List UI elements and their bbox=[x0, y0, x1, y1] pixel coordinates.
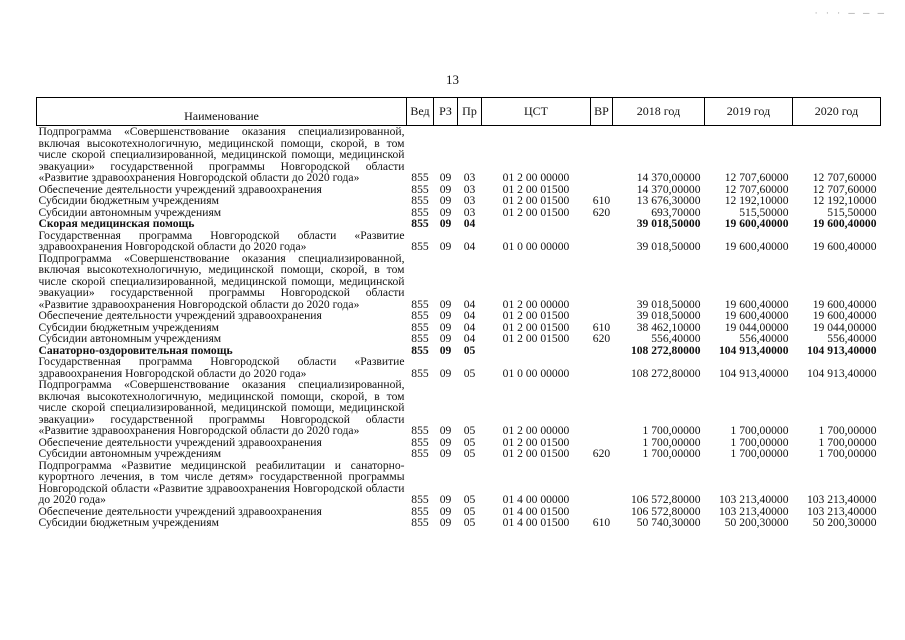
row-name: Обеспечение деятельности учреждений здравоохранения bbox=[38, 504, 322, 518]
row-amount-2018: 1 700,00000 bbox=[642, 436, 701, 448]
row-name: Государственная программа Новгородской области «Развитие здравоохранения Новгородской области до 2020 года» bbox=[38, 355, 405, 380]
row-amount-2018: 39 018,50000 bbox=[636, 240, 701, 253]
row-ved: 855 bbox=[411, 424, 429, 437]
row-name: Субсидии бюджетным учреждениям bbox=[38, 516, 219, 529]
row-cst: 01 2 00 01500 bbox=[502, 206, 570, 218]
row-vr bbox=[591, 506, 613, 518]
header-2018: 2018 год bbox=[613, 98, 705, 126]
row-vr bbox=[591, 310, 613, 322]
row-amount-2018: 13 676,30000 bbox=[636, 195, 701, 207]
row-amount-2020: 1 700,00000 bbox=[818, 448, 877, 460]
row-amount-2019: 1 700,00000 bbox=[730, 424, 789, 437]
row-vr bbox=[591, 460, 613, 506]
row-amount-2018: 693,70000 bbox=[651, 206, 701, 218]
row-name: Государственная программа Новгородской области «Развитие здравоохранения Новгородской области до 2020 года» bbox=[38, 228, 405, 253]
row-rz: 09 bbox=[439, 183, 452, 195]
header-2019: 2019 год bbox=[705, 98, 793, 126]
row-amount-2020: 19 044,00000 bbox=[812, 321, 877, 333]
row-pr: 03 bbox=[463, 171, 476, 184]
table-row bbox=[37, 230, 881, 253]
row-pr: 05 bbox=[463, 366, 476, 379]
row-pr: 05 bbox=[463, 344, 476, 356]
row-rz: 09 bbox=[439, 206, 452, 218]
row-pr: 04 bbox=[463, 218, 476, 230]
row-pr: 05 bbox=[463, 517, 476, 529]
row-vr bbox=[591, 253, 613, 311]
row-amount-2020: 19 600,40000 bbox=[812, 310, 877, 322]
row-rz: 09 bbox=[439, 436, 452, 448]
table-row bbox=[37, 195, 881, 207]
row-ved: 855 bbox=[411, 206, 429, 218]
row-amount-2019: 103 213,40000 bbox=[718, 493, 789, 506]
row-amount-2019: 19 600,40000 bbox=[724, 310, 789, 322]
row-ved: 855 bbox=[411, 171, 429, 184]
row-vr bbox=[591, 379, 613, 437]
row-amount-2020: 104 913,40000 bbox=[806, 344, 877, 356]
row-pr: 05 bbox=[463, 448, 476, 460]
row-amount-2019: 556,40000 bbox=[739, 333, 789, 345]
row-ved: 855 bbox=[411, 436, 429, 448]
row-cst: 01 4 00 00000 bbox=[502, 493, 570, 506]
table-row bbox=[37, 126, 881, 184]
row-rz: 09 bbox=[439, 310, 452, 322]
row-amount-2019: 12 707,60000 bbox=[724, 171, 789, 184]
row-name: Субсидии бюджетным учреждениям bbox=[38, 320, 219, 334]
row-rz: 09 bbox=[439, 505, 452, 517]
row-amount-2019: 515,50000 bbox=[739, 206, 789, 218]
row-pr: 05 bbox=[463, 493, 476, 506]
row-cst: 01 4 00 01500 bbox=[502, 505, 570, 517]
row-cst: 01 2 00 01500 bbox=[502, 183, 570, 195]
row-ved: 855 bbox=[411, 310, 429, 322]
row-amount-2019: 19 600,40000 bbox=[724, 240, 789, 253]
row-amount-2020: 19 600,40000 bbox=[812, 240, 877, 253]
row-cst: 01 2 00 01500 bbox=[502, 436, 570, 448]
row-rz: 09 bbox=[439, 195, 452, 207]
row-amount-2019: 19 600,40000 bbox=[724, 218, 789, 230]
row-name: Подпрограмма «Совершенствование оказания специализированной, включая высокотехнологичную, медицинской помощи, скорой, в том числе скорой специализированной, медицинской помощи, медицинской эвакуации» государственной программы Новгородской области «Развитие здравоохранения Новгородской области до 2020 года» bbox=[38, 125, 405, 184]
row-pr: 05 bbox=[463, 436, 476, 448]
row-amount-2020: 515,50000 bbox=[827, 206, 877, 218]
row-ved: 855 bbox=[411, 333, 429, 345]
row-ved: 855 bbox=[411, 240, 429, 253]
header-2020: 2020 год bbox=[793, 98, 881, 126]
row-name: Обеспечение деятельности учреждений здравоохранения bbox=[38, 435, 322, 449]
row-name: Субсидии автономным учреждениям bbox=[38, 205, 222, 219]
row-pr: 04 bbox=[463, 240, 476, 253]
row-cst: 01 2 00 01500 bbox=[502, 321, 570, 333]
row-amount-2018: 1 700,00000 bbox=[642, 448, 701, 460]
row-name: Субсидии бюджетным учреждениям bbox=[38, 194, 219, 207]
row-amount-2018: 50 740,30000 bbox=[636, 517, 701, 529]
row-amount-2018: 39 018,50000 bbox=[636, 218, 701, 230]
table-row bbox=[37, 356, 881, 379]
row-rz: 09 bbox=[439, 240, 452, 253]
row-cst: 01 2 00 00000 bbox=[502, 171, 570, 184]
row-rz: 09 bbox=[439, 297, 452, 310]
row-amount-2018: 556,40000 bbox=[651, 333, 701, 345]
row-amount-2019: 19 600,40000 bbox=[724, 297, 789, 310]
row-ved: 855 bbox=[411, 218, 429, 230]
row-name: Подпрограмма «Развитие медицинской реабилитации и санаторно-курортного лечения, в том числе детям» государственной программы Новгородской области «Развитие здравоохранения Новгородской области до 2020 года» bbox=[38, 458, 405, 506]
row-vr bbox=[591, 218, 613, 230]
row-pr: 03 bbox=[463, 195, 476, 207]
row-rz: 09 bbox=[439, 424, 452, 437]
row-cst: 01 2 00 00000 bbox=[502, 424, 570, 437]
row-cst: 01 2 00 01500 bbox=[502, 333, 570, 345]
row-amount-2019: 12 192,10000 bbox=[724, 195, 789, 207]
row-name: Скорая медицинская помощь bbox=[38, 217, 195, 230]
row-cst: 01 0 00 00000 bbox=[502, 366, 570, 379]
row-cst: 01 2 00 01500 bbox=[502, 310, 570, 322]
row-amount-2020: 556,40000 bbox=[827, 333, 877, 345]
row-rz: 09 bbox=[439, 321, 452, 333]
row-amount-2019: 12 707,60000 bbox=[724, 183, 789, 195]
row-pr: 03 bbox=[463, 183, 476, 195]
row-rz: 09 bbox=[439, 493, 452, 506]
row-pr: 04 bbox=[463, 310, 476, 322]
row-amount-2020: 1 700,00000 bbox=[818, 436, 877, 448]
row-amount-2018: 108 272,80000 bbox=[630, 344, 701, 356]
row-pr: 05 bbox=[463, 424, 476, 437]
row-vr bbox=[591, 437, 613, 449]
row-name: Субсидии автономным учреждениям bbox=[38, 447, 222, 460]
table-row bbox=[37, 253, 881, 311]
row-name: Санаторно-оздоровительная помощь bbox=[38, 343, 233, 357]
row-amount-2020: 12 192,10000 bbox=[812, 195, 877, 207]
row-cst bbox=[482, 345, 591, 357]
row-amount-2018: 106 572,80000 bbox=[630, 493, 701, 506]
header-pr: Пр bbox=[458, 98, 482, 126]
row-vr: 610 bbox=[592, 517, 611, 529]
row-rz: 09 bbox=[439, 517, 452, 529]
row-amount-2020: 12 707,60000 bbox=[812, 183, 877, 195]
row-amount-2018: 38 462,10000 bbox=[636, 321, 701, 333]
row-name: Подпрограмма «Совершенствование оказания специализированной, включая высокотехнологичную, медицинской помощи, скорой, в том числе скорой специализированной, медицинской помощи, медицинской эвакуации» государственной программы Новгородской области «Развитие здравоохранения Новгородской области до 2020 года» bbox=[38, 378, 405, 437]
row-rz: 09 bbox=[439, 366, 452, 379]
row-vr bbox=[591, 345, 613, 357]
row-amount-2020: 104 913,40000 bbox=[806, 366, 877, 379]
row-ved: 855 bbox=[411, 321, 429, 333]
row-amount-2020: 19 600,40000 bbox=[812, 218, 877, 230]
row-ved: 855 bbox=[411, 195, 429, 207]
row-name: Обеспечение деятельности учреждений здравоохранения bbox=[38, 182, 322, 196]
row-amount-2019: 19 044,00000 bbox=[724, 321, 789, 333]
header-cst: ЦСТ bbox=[482, 98, 591, 126]
row-amount-2020: 19 600,40000 bbox=[812, 297, 877, 310]
row-name: Подпрограмма «Совершенствование оказания специализированной, включая высокотехнологичную, медицинской помощи, скорой, в том числе скорой специализированной, медицинской помощи, медицинской эвакуации» государственной программы Новгородской области «Развитие здравоохранения Новгородской области до 2020 года» bbox=[38, 251, 405, 311]
budget-table bbox=[36, 97, 881, 529]
row-pr: 04 bbox=[463, 333, 476, 345]
row-amount-2020: 50 200,30000 bbox=[812, 517, 877, 529]
row-amount-2018: 108 272,80000 bbox=[630, 366, 701, 379]
table-row bbox=[37, 448, 881, 460]
row-vr bbox=[591, 184, 613, 196]
header-ved: Вед bbox=[407, 98, 434, 126]
row-ved: 855 bbox=[411, 183, 429, 195]
row-vr: 620 bbox=[592, 448, 611, 460]
page-number: 13 bbox=[446, 72, 459, 87]
table-row bbox=[37, 310, 881, 322]
row-vr bbox=[591, 230, 613, 253]
row-amount-2020: 103 213,40000 bbox=[806, 505, 877, 517]
row-pr: 03 bbox=[463, 206, 476, 218]
table-row bbox=[37, 517, 881, 529]
header-rz: РЗ bbox=[434, 98, 458, 126]
scan-corner-marks: · · · ─ ─ ─ bbox=[814, 8, 887, 18]
row-vr bbox=[591, 126, 613, 184]
row-cst: 01 2 00 00000 bbox=[502, 297, 570, 310]
header-vr: ВР bbox=[591, 98, 613, 126]
row-name: Обеспечение деятельности учреждений здравоохранения bbox=[38, 309, 322, 322]
row-amount-2018: 14 370,00000 bbox=[636, 183, 701, 195]
row-amount-2020: 12 707,60000 bbox=[812, 171, 877, 184]
row-ved: 855 bbox=[411, 517, 429, 529]
row-amount-2020: 1 700,00000 bbox=[818, 424, 877, 437]
header-name: Наименование bbox=[37, 98, 407, 126]
row-rz: 09 bbox=[439, 333, 452, 345]
row-pr: 05 bbox=[463, 505, 476, 517]
row-ved: 855 bbox=[411, 505, 429, 517]
row-amount-2019: 50 200,30000 bbox=[724, 517, 789, 529]
row-amount-2018: 39 018,50000 bbox=[636, 310, 701, 322]
row-amount-2019: 104 913,40000 bbox=[718, 366, 789, 379]
row-ved: 855 bbox=[411, 493, 429, 506]
row-amount-2019: 104 913,40000 bbox=[718, 344, 789, 356]
table-body bbox=[37, 126, 881, 529]
row-pr: 04 bbox=[463, 321, 476, 333]
row-vr: 610 bbox=[592, 321, 611, 333]
row-rz: 09 bbox=[439, 448, 452, 460]
table-row bbox=[37, 379, 881, 437]
row-amount-2018: 106 572,80000 bbox=[630, 505, 701, 517]
row-ved: 855 bbox=[411, 366, 429, 379]
row-amount-2019: 1 700,00000 bbox=[730, 448, 789, 460]
row-ved: 855 bbox=[411, 448, 429, 460]
row-amount-2019: 1 700,00000 bbox=[730, 436, 789, 448]
row-amount-2018: 39 018,50000 bbox=[636, 297, 701, 310]
row-rz: 09 bbox=[439, 171, 452, 184]
table-header-row bbox=[37, 98, 881, 126]
row-pr: 04 bbox=[463, 297, 476, 310]
row-cst: 01 4 00 01500 bbox=[502, 517, 570, 529]
row-cst: 01 0 00 00000 bbox=[502, 240, 570, 253]
row-amount-2019: 103 213,40000 bbox=[718, 505, 789, 517]
row-rz: 09 bbox=[439, 218, 452, 230]
row-amount-2018: 14 370,00000 bbox=[636, 171, 701, 184]
row-rz: 09 bbox=[439, 344, 452, 356]
row-vr: 610 bbox=[592, 195, 611, 207]
row-amount-2020: 103 213,40000 bbox=[806, 493, 877, 506]
row-cst: 01 2 00 01500 bbox=[502, 195, 570, 207]
row-ved: 855 bbox=[411, 297, 429, 310]
row-cst: 01 2 00 01500 bbox=[502, 448, 570, 460]
row-vr bbox=[591, 356, 613, 379]
table-row bbox=[37, 460, 881, 506]
row-vr: 620 bbox=[592, 206, 611, 218]
row-ved: 855 bbox=[411, 344, 429, 356]
row-name: Субсидии автономным учреждениям bbox=[38, 332, 222, 345]
row-vr: 620 bbox=[592, 333, 611, 345]
row-amount-2018: 1 700,00000 bbox=[642, 424, 701, 437]
row-cst bbox=[482, 218, 591, 230]
table-row bbox=[37, 333, 881, 345]
table-row bbox=[37, 218, 881, 230]
